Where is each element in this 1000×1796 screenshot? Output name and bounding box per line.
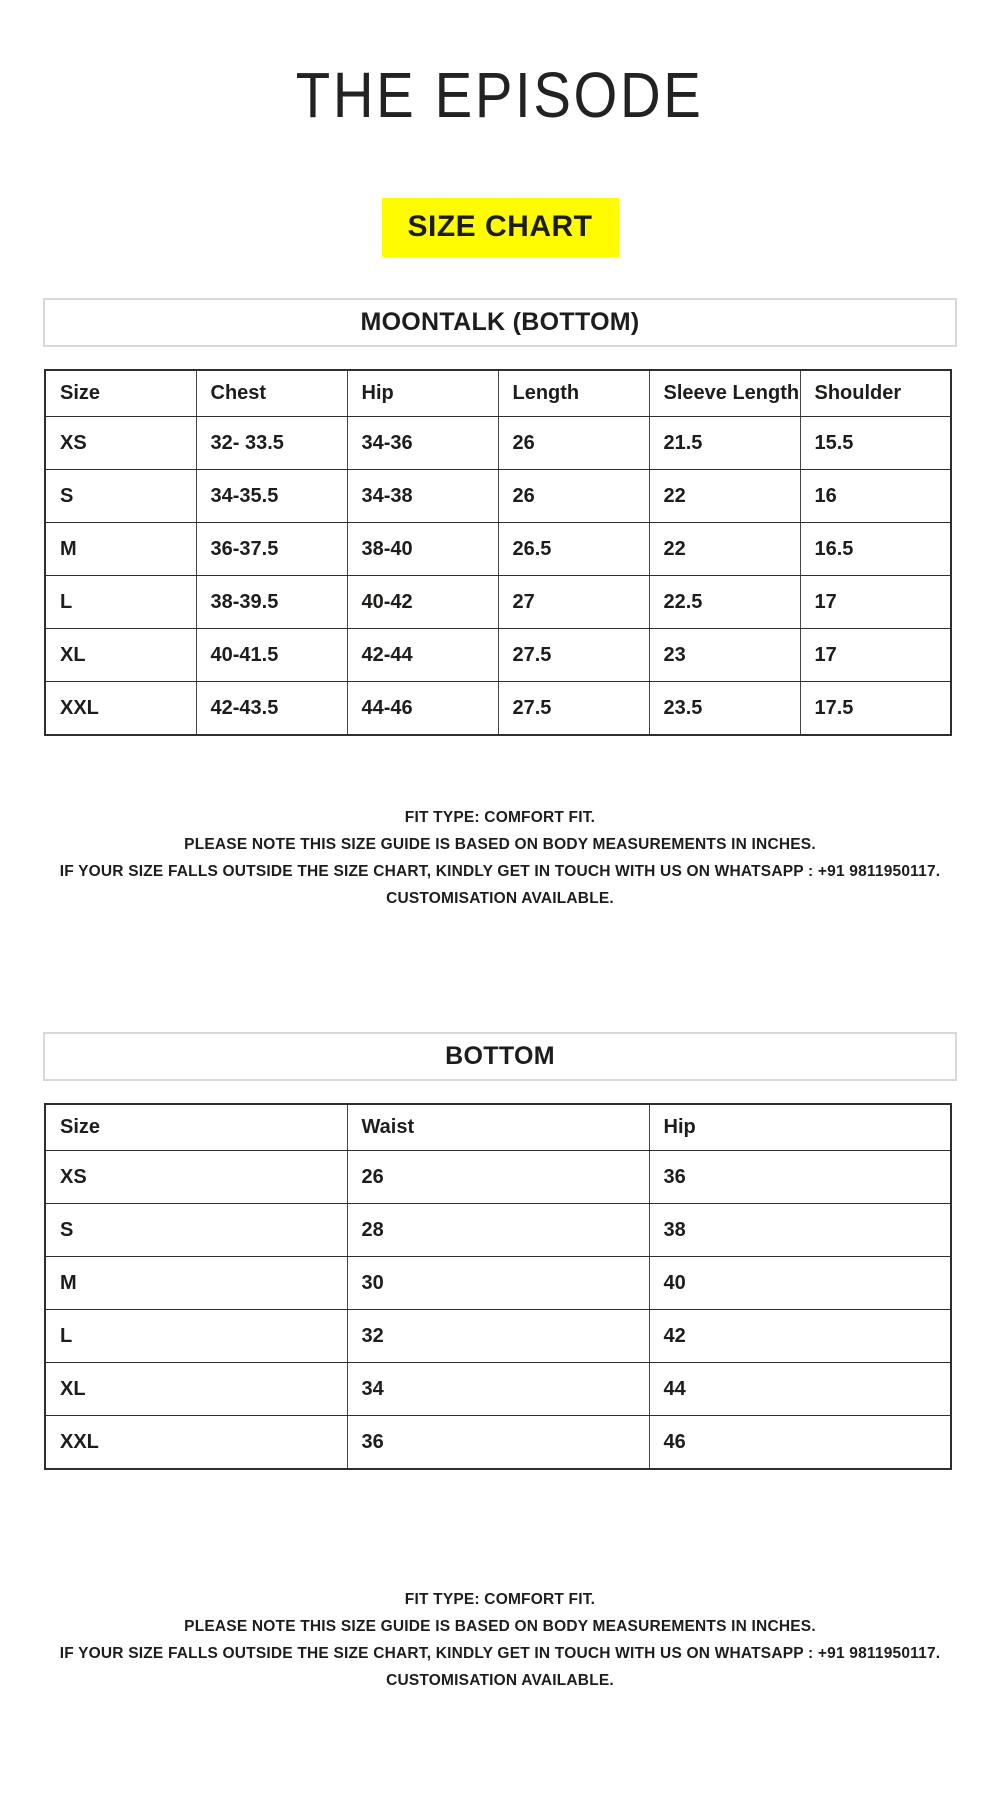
cell-hip: 40 [649,1257,951,1310]
table-row-s [45,1204,951,1257]
note-fit-type: FIT TYPE: COMFORT FIT. [404,1591,596,1608]
bottom-size-table [44,1103,952,1470]
note-fit-type: FIT TYPE: COMFORT FIT. [404,809,596,826]
table-header-row [45,1104,951,1151]
bottom-table-header [45,1104,951,1151]
cell-waist: 30 [347,1257,649,1310]
cell-hip: 44 [649,1363,951,1416]
note-whatsapp-contact: IF YOUR SIZE FALLS OUTSIDE THE SIZE CHART, KINDLY GET IN TOUCH WITH US ON WHATSAPP : +91 9811950117. [59,1645,941,1662]
cell-length: 27 [498,576,649,629]
cell-hip: 34-36 [347,417,498,470]
moontalk-table-header [45,370,951,417]
cell-chest: 40-41.5 [196,629,347,682]
column-header-hip: Hip [347,370,498,417]
cell-size: L [45,576,196,629]
cell-hip: 40-42 [347,576,498,629]
cell-size: L [45,1310,347,1363]
cell-size: M [45,1257,347,1310]
cell-sleeve-length: 23 [649,629,800,682]
size-chart-badge: SIZE CHART [382,198,619,257]
table-row-xl [45,629,951,682]
cell-hip: 36 [649,1151,951,1204]
table-row-xs [45,1151,951,1204]
cell-shoulder: 17 [800,576,951,629]
cell-waist: 28 [347,1204,649,1257]
note-customisation: CUSTOMISATION AVAILABLE. [386,1672,614,1689]
cell-chest: 32- 33.5 [196,417,347,470]
table-row-xl [45,1363,951,1416]
cell-chest: 38-39.5 [196,576,347,629]
table-row-xs [45,417,951,470]
cell-sleeve-length: 21.5 [649,417,800,470]
moontalk-size-table [44,369,952,736]
cell-chest: 36-37.5 [196,523,347,576]
cell-length: 27.5 [498,629,649,682]
column-header-size: Size [45,1104,347,1151]
cell-waist: 34 [347,1363,649,1416]
note-measurement-units: PLEASE NOTE THIS SIZE GUIDE IS BASED ON BODY MEASUREMENTS IN INCHES. [184,836,816,853]
brand-header [0,0,1000,132]
column-header-shoulder: Shoulder [800,370,951,417]
cell-hip: 46 [649,1416,951,1470]
cell-hip: 38-40 [347,523,498,576]
cell-shoulder: 17.5 [800,682,951,736]
cell-size: XXL [45,682,196,736]
table-row-m [45,1257,951,1310]
cell-size: XL [45,1363,347,1416]
cell-size: XS [45,417,196,470]
note-customisation: CUSTOMISATION AVAILABLE. [386,890,614,907]
cell-size: S [45,470,196,523]
badge-row [0,198,1000,257]
column-header-waist: Waist [347,1104,649,1151]
column-header-hip: Hip [649,1104,951,1151]
cell-sleeve-length: 23.5 [649,682,800,736]
table-row-xxl [45,1416,951,1470]
cell-waist: 26 [347,1151,649,1204]
cell-size: S [45,1204,347,1257]
cell-hip: 44-46 [347,682,498,736]
table-header-row [45,370,951,417]
cell-shoulder: 15.5 [800,417,951,470]
column-header-size: Size [45,370,196,417]
cell-sleeve-length: 22 [649,523,800,576]
cell-length: 26 [498,470,649,523]
cell-hip: 42 [649,1310,951,1363]
cell-length: 26.5 [498,523,649,576]
cell-sleeve-length: 22 [649,470,800,523]
cell-sleeve-length: 22.5 [649,576,800,629]
note-whatsapp-contact: IF YOUR SIZE FALLS OUTSIDE THE SIZE CHART, KINDLY GET IN TOUCH WITH US ON WHATSAPP : +91 9811950117. [59,863,941,880]
cell-hip: 42-44 [347,629,498,682]
section-title-moontalk-bottom: MOONTALK (BOTTOM) [43,298,957,347]
fit-notes-bottom [0,1586,1000,1694]
cell-shoulder: 16.5 [800,523,951,576]
cell-length: 27.5 [498,682,649,736]
section-title-bottom: BOTTOM [43,1032,957,1081]
column-header-sleeve-length: Sleeve Length [649,370,800,417]
cell-waist: 36 [347,1416,649,1470]
cell-hip: 34-38 [347,470,498,523]
table-row-m [45,523,951,576]
fit-notes-moontalk [0,804,1000,912]
table-row-xxl [45,682,951,736]
cell-shoulder: 17 [800,629,951,682]
cell-shoulder: 16 [800,470,951,523]
cell-size: XL [45,629,196,682]
table-row-l [45,576,951,629]
cell-chest: 34-35.5 [196,470,347,523]
column-header-length: Length [498,370,649,417]
table-row-l [45,1310,951,1363]
cell-chest: 42-43.5 [196,682,347,736]
cell-length: 26 [498,417,649,470]
cell-hip: 38 [649,1204,951,1257]
cell-size: XXL [45,1416,347,1470]
cell-size: XS [45,1151,347,1204]
cell-waist: 32 [347,1310,649,1363]
cell-size: M [45,523,196,576]
brand-title: THE EPISODE [296,59,704,131]
table-row-s [45,470,951,523]
note-measurement-units: PLEASE NOTE THIS SIZE GUIDE IS BASED ON BODY MEASUREMENTS IN INCHES. [184,1618,816,1635]
column-header-chest: Chest [196,370,347,417]
